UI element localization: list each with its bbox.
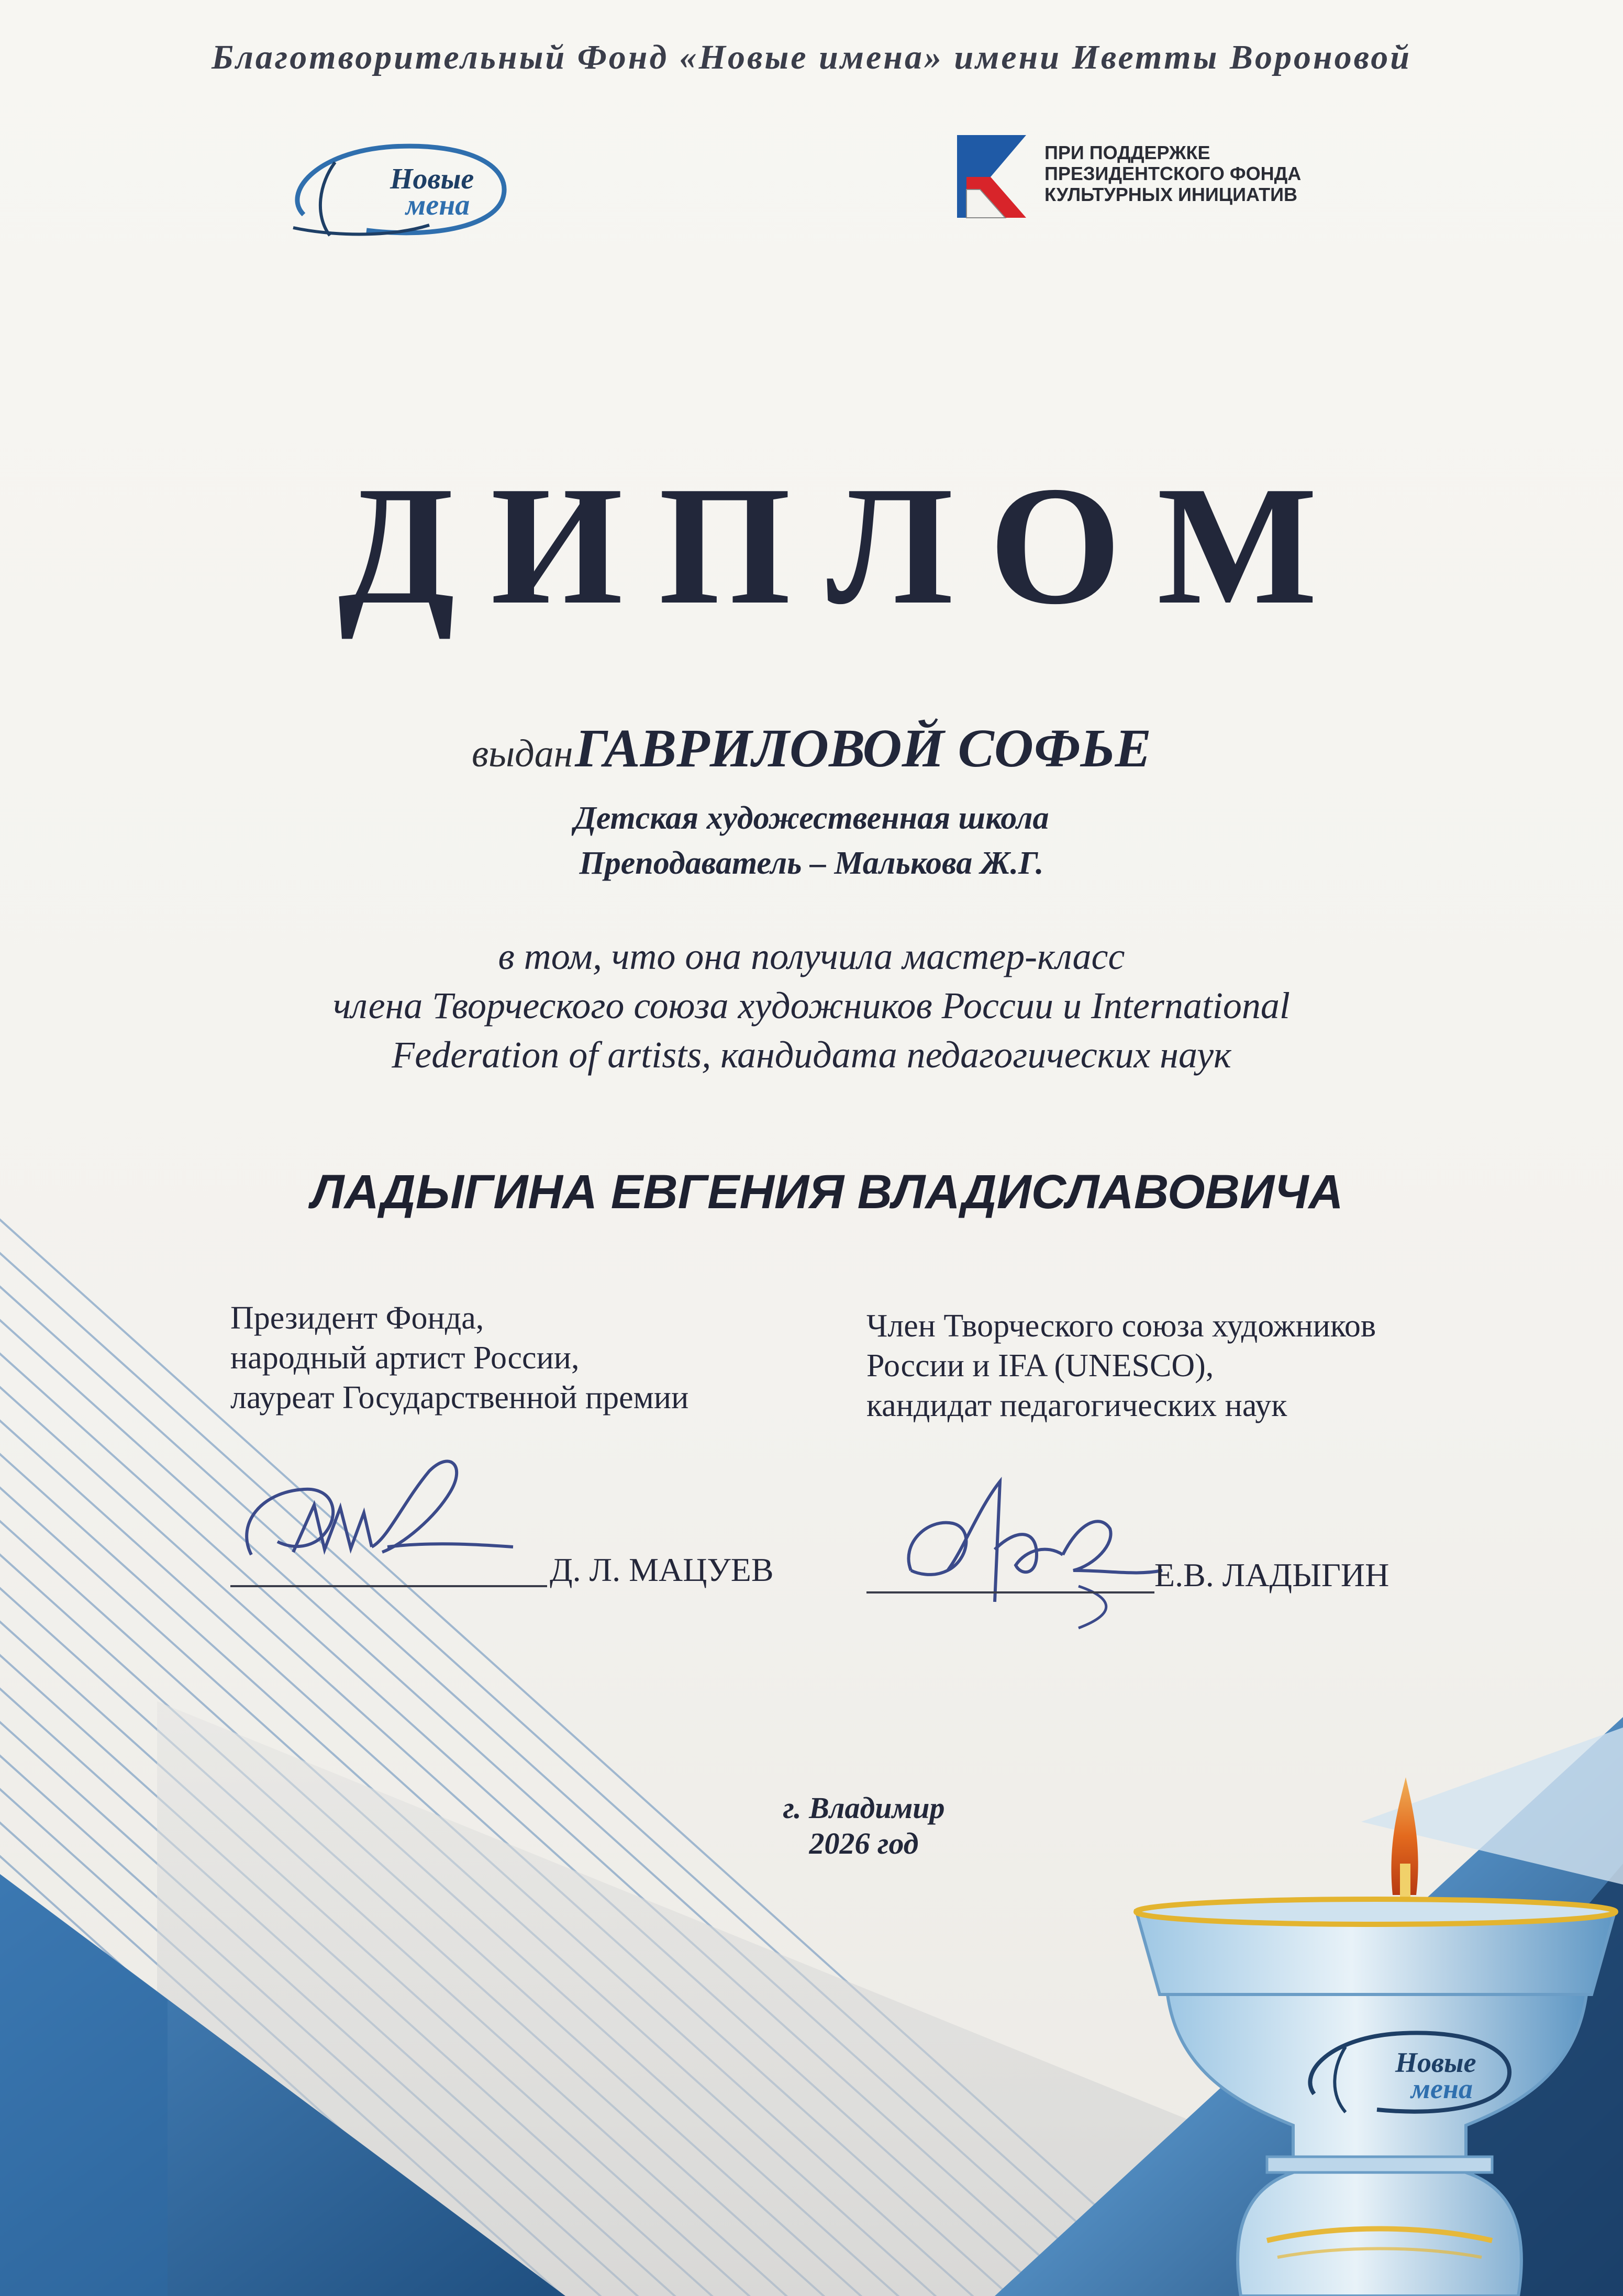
signatory-left-name: Д. Л. МАЦУЕВ xyxy=(550,1551,774,1588)
signatory-left-title-line-2: народный артист России, xyxy=(230,1340,580,1376)
signature-line-left xyxy=(230,1585,547,1587)
signatory-right-title-line-1: Член Творческого союза художников xyxy=(866,1308,1376,1344)
logo-text-line2: мена xyxy=(406,189,470,221)
signature-line-right xyxy=(866,1591,1154,1593)
signature-right xyxy=(890,1466,1183,1639)
city: г. Владимир xyxy=(783,1791,945,1825)
emblem-text-line1: Новые xyxy=(1395,2047,1476,2078)
signatory-left-title-line-1: Президент Фонда, xyxy=(230,1300,484,1336)
issued-prefix: выдан xyxy=(472,732,573,775)
signature-left xyxy=(230,1434,524,1591)
support-text xyxy=(1044,142,1301,205)
year: 2026 год xyxy=(809,1826,919,1860)
place-date xyxy=(0,1790,1623,1862)
diploma-title: ДИПЛОМ xyxy=(338,451,1353,640)
signatory-left-title xyxy=(230,1298,688,1418)
logo-text-line1: Новые xyxy=(390,163,474,195)
new-names-emblem xyxy=(1288,2021,1529,2125)
foundation-line: Благотворительный Фонд «Новые имена» имени Иветты Вороновой xyxy=(212,38,1411,76)
support-line-1: ПРИ ПОДДЕРЖКЕ xyxy=(1044,142,1210,163)
presidential-fund-logo xyxy=(953,132,1031,221)
school-block xyxy=(0,796,1623,886)
support-line-2: ПРЕЗИДЕНТСКОГО ФОНДА xyxy=(1044,163,1302,184)
support-line-3: КУЛЬТУРНЫХ ИНИЦИАТИВ xyxy=(1044,184,1298,205)
signatory-right-name: Е.В. ЛАДЫГИН xyxy=(1154,1556,1389,1593)
school-name: Детская художественная школа xyxy=(574,800,1049,836)
master-name: ЛАДЫГИНА ЕВГЕНИЯ ВЛАДИСЛАВОВИЧА xyxy=(311,1165,1343,1219)
new-names-logo xyxy=(272,131,524,251)
signatory-left-title-line-3: лауреат Государственной премии xyxy=(230,1380,689,1416)
teacher-name: Преподаватель – Малькова Ж.Г. xyxy=(579,845,1044,881)
signatory-right-title-line-3: кандидат педагогических наук xyxy=(866,1388,1287,1423)
body-line-3: Federation of artists, кандидата педагогических наук xyxy=(392,1034,1231,1076)
body-line-2: члена Творческого союза художников России и International xyxy=(333,985,1290,1027)
body-line-1: в том, что она получила мастер-класс xyxy=(498,935,1125,977)
emblem-text-line2: мена xyxy=(1411,2073,1473,2104)
diploma-body xyxy=(0,932,1623,1079)
signatory-right-title-line-2: России и IFA (UNESCO), xyxy=(866,1348,1214,1384)
recipient-line xyxy=(0,717,1623,779)
signatory-right-title xyxy=(866,1306,1376,1425)
recipient-name: ГАВРИЛОВОЙ СОФЬЕ xyxy=(575,718,1151,778)
